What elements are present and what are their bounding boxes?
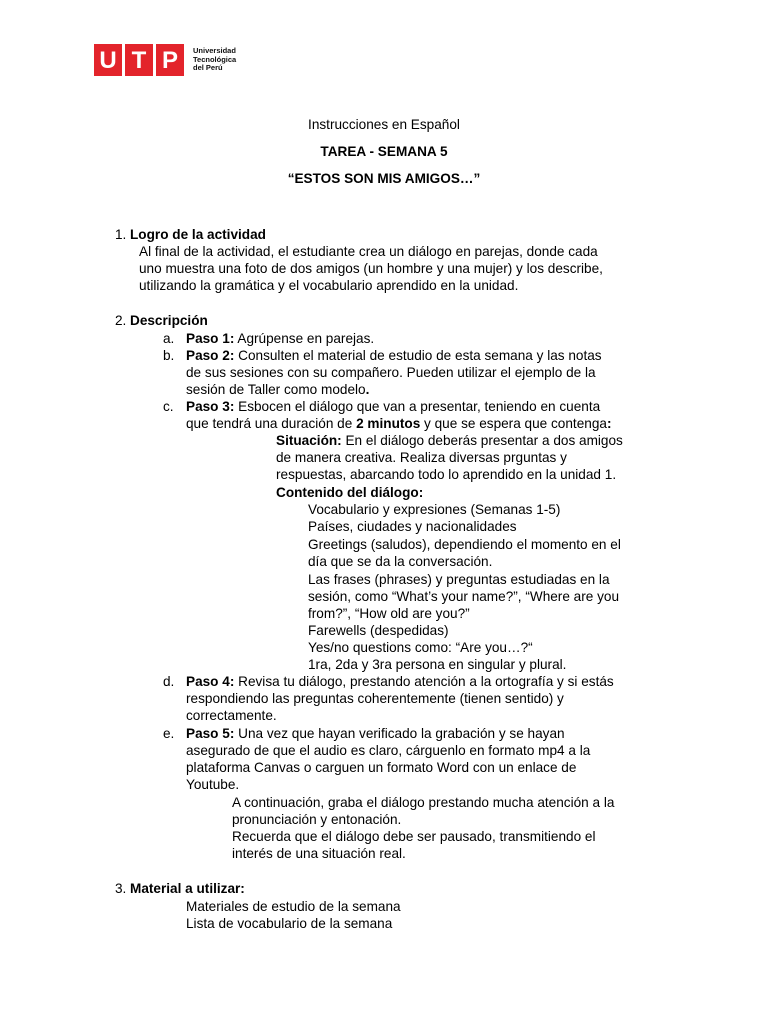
contenido-item: 1ra, 2da y 3ra persona en singular y plural. [308,657,567,672]
step-e-line: plataforma Canvas o carguen un formato Word con un enlace de [186,760,577,775]
language-note: Instrucciones en Español [308,117,460,132]
section-1-line: uno muestra una foto de dos amigos (un hombre y una mujer) y los describe, [139,261,603,276]
task-title: TAREA - SEMANA 5 [320,144,448,159]
logo-letter-u: U [94,44,122,76]
logo-letter-p: P [156,44,184,76]
step-d-letter: d. [163,674,175,689]
step-a-letter: a. [163,331,175,346]
step-e-extra-line: pronunciación y entonación. [232,812,402,827]
contenido-item: Greetings (saludos), dependiendo el momento en el [308,537,621,552]
step-e-extra-line: interés de una situación real. [232,846,406,861]
material-item: Lista de vocabulario de la semana [186,916,393,931]
section-1-line: Al final de la actividad, el estudiante crea un diálogo en parejas, donde cada [139,244,598,259]
step-d-line: correctamente. [186,708,277,723]
situacion-line: Situación: En el diálogo deberás presentar a dos amigos [276,433,623,448]
step-b-line: sesión de Taller como modelo. [186,382,370,397]
step-b-line: Paso 2: Consulten el material de estudio de esta semana y las notas [186,348,602,363]
section-3-heading: Material a utilizar: [130,881,245,896]
step-c-line: Paso 3: Esbocen el diálogo que van a presentar, teniendo en cuenta [186,399,601,414]
step-e-extra-line: A continuación, graba el diálogo prestando mucha atención a la [232,795,615,810]
step-e-line: asegurado de que el audio es claro, cárguenlo en formato mp4 a la [186,743,591,758]
section-2-heading: Descripción [130,313,208,328]
section-1-line: utilizando la gramática y el vocabulario aprendido en la unidad. [139,278,519,293]
contenido-item: sesión, como “What’s your name?”, “Where are you [308,589,620,604]
step-e-line: Paso 5: Una vez que hayan verificado la grabación y se hayan [186,726,565,741]
contenido-item: día que se da la conversación. [308,554,493,569]
step-c-letter: c. [163,399,174,414]
section-2-number: 2. [115,313,127,328]
situacion-line: de manera creativa. Realiza diversas prguntas y [276,450,567,465]
logo-university-name: Universidad Tecnológica del Perú [193,46,237,73]
contenido-item: Países, ciudades y nacionalidades [308,519,517,534]
material-item: Materiales de estudio de la semana [186,899,401,914]
step-a-text: Paso 1: Agrúpense en parejas. [186,331,375,346]
logo-letter-t: T [125,44,153,76]
situacion-line: respuestas, abarcando todo lo aprendido en la unidad 1. [276,467,617,482]
section-1-number: 1. [115,227,127,242]
step-e-letter: e. [163,726,175,741]
contenido-item: from?”, “How old are you?” [308,606,470,621]
step-c-line: que tendrá una duración de 2 minutos y que se espera que contenga: [186,416,612,431]
step-e-extra-line: Recuerda que el diálogo debe ser pausado, transmitiendo el [232,829,596,844]
contenido-item: Vocabulario y expresiones (Semanas 1-5) [308,502,561,517]
contenido-item: Farewells (despedidas) [308,623,449,638]
contenido-heading: Contenido del diálogo: [276,485,424,500]
step-d-line: Paso 4: Revisa tu diálogo, prestando atención a la ortografía y si estás [186,674,614,689]
contenido-item: Las frases (phrases) y preguntas estudiadas en la [308,572,610,587]
section-3-number: 3. [115,881,127,896]
contenido-item: Yes/no questions como: “Are you…?“ [308,640,533,655]
step-d-line: respondiendo las preguntas coherentemente (tienen sentido) y [186,691,564,706]
step-e-line: Youtube. [186,777,240,792]
section-1-heading: Logro de la actividad [130,227,266,242]
utp-logo [94,44,236,76]
step-b-line: de sus sesiones con su compañero. Pueden utilizar el ejemplo de la [186,365,596,380]
task-subtitle: “ESTOS SON MIS AMIGOS…” [287,171,481,186]
step-b-letter: b. [163,348,175,363]
